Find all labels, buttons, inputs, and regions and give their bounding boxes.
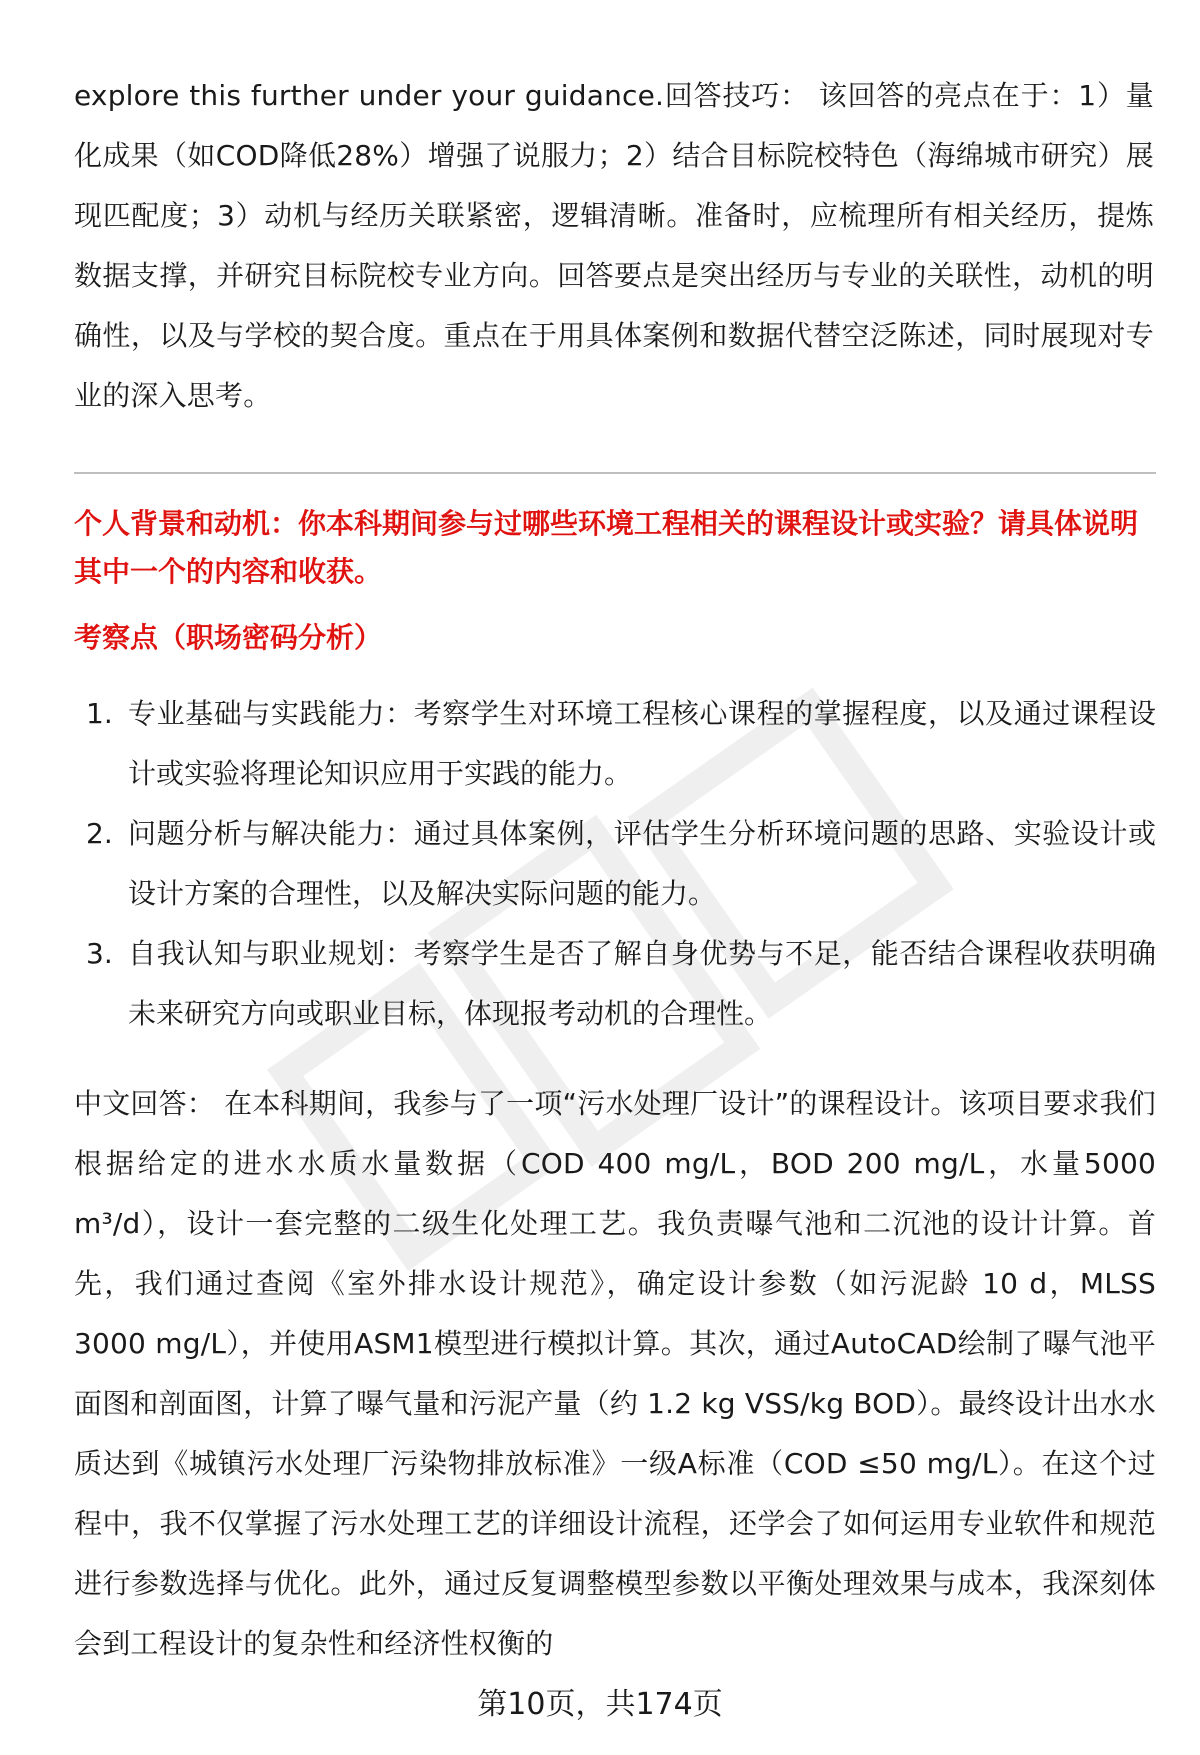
answer-paragraph: 中文回答： 在本科期间，我参与了一项“污水处理厂设计”的课程设计。该项目要求我们根据给定的进水水质水量数据（COD 400 mg/L，BOD 200 mg/L，水量5000 m³/d），设计一套完整的二级生化处理工艺。我负责曝气池和二沉池的设计计算。首先，我们通过查阅《室外排水设计规范》，确定设计参数（如污泥龄 10 d，MLSS 3000 mg/L），并使用ASM1模型进行模拟计算。其次，通过AutoCAD绘制了曝气池平面图和剖面图，计算了曝气量和污泥产量（约 1.2 kg VSS/kg BOD）。最终设计出水水质达到《城镇污水处理厂污染物排放标准》一级A标准（COD ≤50 mg/L）。在这个过程中，我不仅掌握了污水处理工艺的详细设计流程，还学会了如何运用专业软件和规范进行参数选择与优化。此外，通过反复调整模型参数以平衡处理效果与成本，我深刻体会到工程设计的复杂性和经济性权衡的 xyxy=(74,1087,1156,1660)
list-item-text: 自我认知与职业规划：考察学生是否了解自身优势与不足，能否结合课程收获明确未来研究方向或职业目标，体现报考动机的合理性。 xyxy=(128,937,1156,1030)
question-heading: 个人背景和动机：你本科期间参与过哪些环境工程相关的课程设计或实验？请具体说明其中一个的内容和收获。 xyxy=(74,507,1139,588)
assessment-points-list xyxy=(74,684,1156,1044)
intro-section xyxy=(74,66,1154,426)
answer-section xyxy=(74,1074,1156,1674)
page-footer: 第10页，共174页 xyxy=(477,1687,723,1722)
section-divider xyxy=(74,472,1156,474)
list-item-text: 专业基础与实践能力：考察学生对环境工程核心课程的掌握程度，以及通过课程设计或实验将理论知识应用于实践的能力。 xyxy=(128,697,1156,790)
list-item xyxy=(74,684,1156,804)
list-item xyxy=(74,804,1156,924)
list-item-number: 1. xyxy=(86,697,113,730)
list-item-number: 2. xyxy=(86,817,113,850)
list-item-number: 3. xyxy=(86,937,113,970)
list-item xyxy=(74,924,1156,1044)
intro-paragraph: explore this further under your guidance.回答技巧： 该回答的亮点在于：1）量化成果（如COD降低28%）增强了说服力；2）结合目标院校特色（海绵城市研究）展现匹配度；3）动机与经历关联紧密，逻辑清晰。准备时，应梳理所有相关经历，提炼数据支撑，并研究目标院校专业方向。回答要点是突出经历与专业的关联性，动机的明确性，以及与学校的契合度。重点在于用具体案例和数据代替空泛陈述，同时展现对专业的深入思考。 xyxy=(74,79,1154,412)
assessment-points-heading: 考察点（职场密码分析） xyxy=(74,621,383,654)
list-item-text: 问题分析与解决能力：通过具体案例，评估学生分析环境问题的思路、实验设计或设计方案的合理性，以及解决实际问题的能力。 xyxy=(128,817,1156,910)
